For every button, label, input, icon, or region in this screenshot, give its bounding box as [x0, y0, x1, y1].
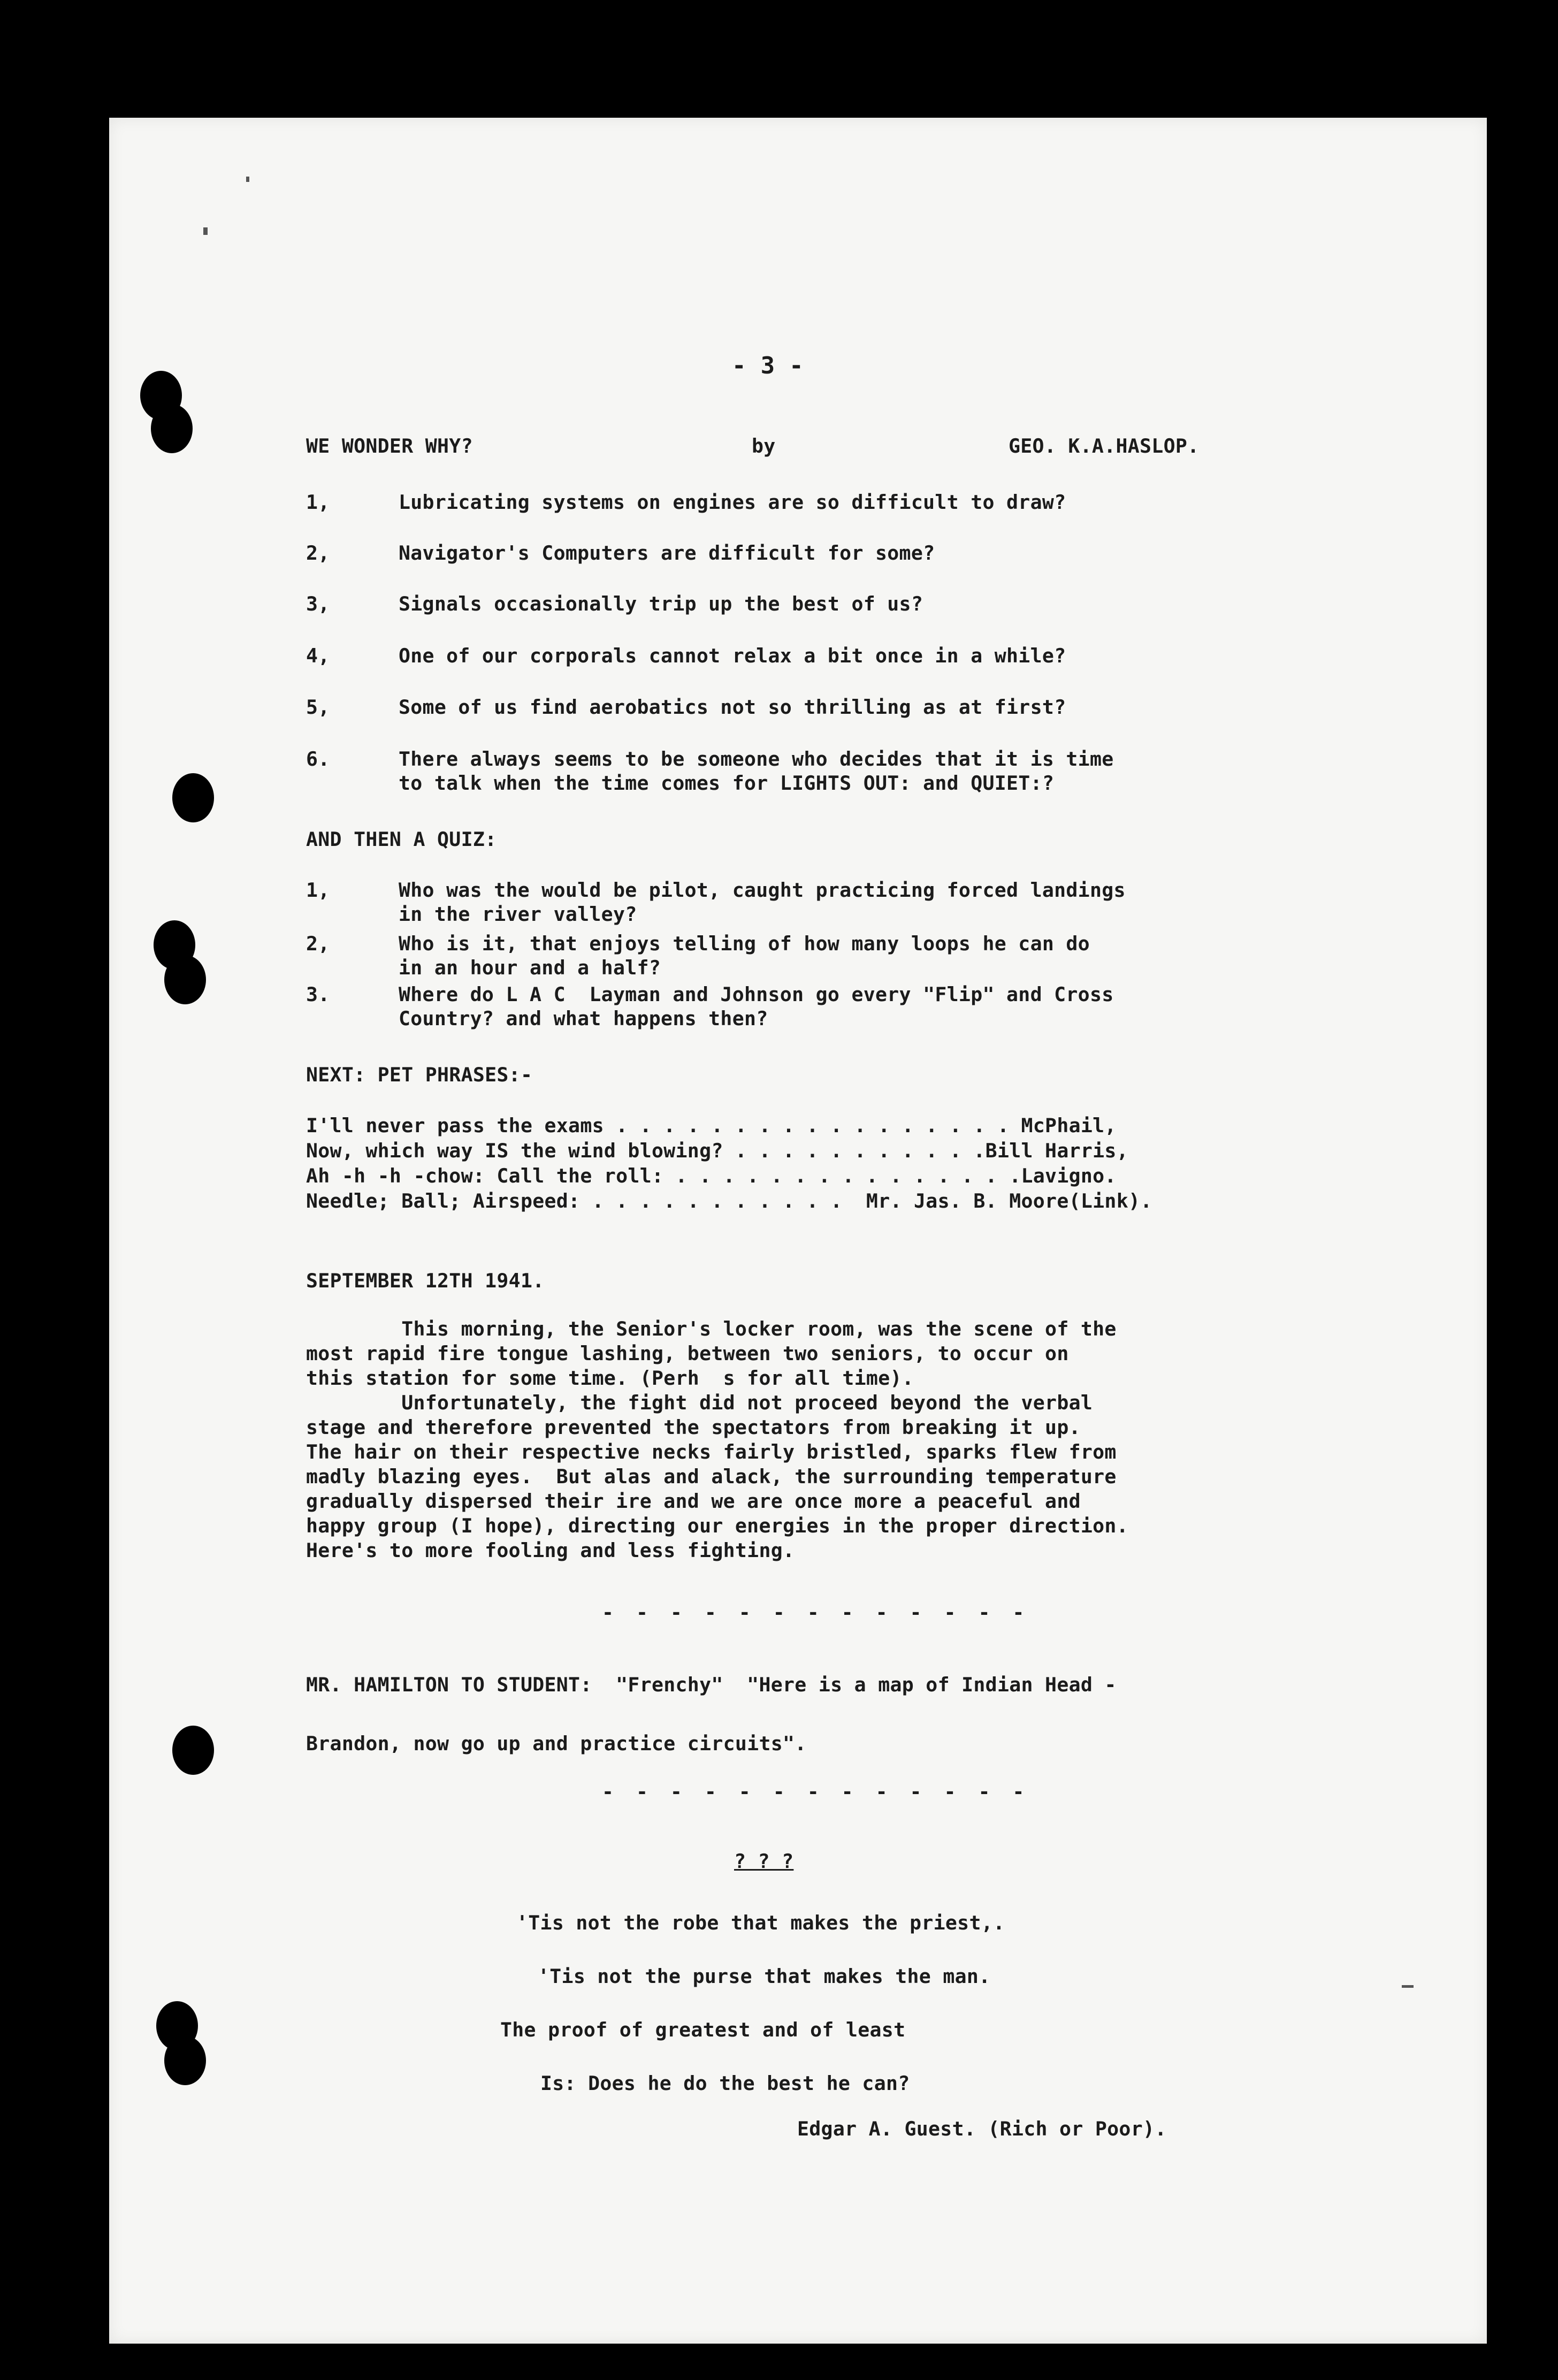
- list-item-number: 4,: [306, 644, 330, 667]
- phrase-line: Needle; Ball; Airspeed: . . . . . . . . . . . Mr. Jas. B. Moore(Link).: [306, 1189, 1152, 1212]
- byline-by: by: [752, 434, 776, 457]
- phrase-line: Now, which way IS the wind blowing? . . . . . . . . . . .Bill Harris,: [306, 1139, 1128, 1162]
- punch-hole: [172, 773, 214, 822]
- dust-speck: [246, 177, 249, 182]
- list-item-text: Where do L A C Layman and Johnson go every "Flip" and Cross: [399, 983, 1114, 1006]
- section-title-pet-phrases: NEXT: PET PHRASES:-: [306, 1063, 533, 1086]
- list-item-number: 5,: [306, 696, 330, 719]
- hamilton-line: Brandon, now go up and practice circuits".: [306, 1732, 807, 1755]
- list-item-text: Navigator's Computers are difficult for some?: [399, 541, 935, 565]
- list-item-number: 3.: [306, 983, 330, 1006]
- list-item-text: Who was the would be pilot, caught practicing forced landings: [399, 879, 1126, 902]
- dust-speck: [203, 227, 208, 235]
- punch-hole: [164, 2036, 206, 2085]
- hamilton-line: MR. HAMILTON TO STUDENT: "Frenchy" "Here is a map of Indian Head -: [306, 1673, 1117, 1696]
- paragraph-line: This morning, the Senior's locker room, was the scene of the: [306, 1317, 1117, 1340]
- paragraph-line: The hair on their respective necks fairly bristled, sparks flew from: [306, 1440, 1117, 1463]
- punch-hole: [151, 404, 193, 453]
- list-item-number: 2,: [306, 932, 330, 955]
- list-item-number: 2,: [306, 541, 330, 565]
- list-item-text: in an hour and a half?: [399, 956, 661, 979]
- paragraph-line: this station for some time. (Perh s for all time).: [306, 1367, 914, 1390]
- punch-hole: [172, 1726, 214, 1775]
- poem-heading: ? ? ?: [734, 1850, 794, 1873]
- list-item-text: in the river valley?: [399, 903, 637, 926]
- phrase-line: Ah -h -h -chow: Call the roll: . . . . . . . . . . . . . . .Lavigno.: [306, 1164, 1117, 1187]
- poem-attribution: Edgar A. Guest. (Rich or Poor).: [797, 2117, 1167, 2140]
- list-item-number: 1,: [306, 879, 330, 902]
- dash-separator: - - - - - - - - - - - - -: [602, 1601, 1030, 1624]
- list-item-text: Signals occasionally trip up the best of us?: [399, 592, 923, 615]
- list-item-number: 1,: [306, 491, 330, 514]
- paragraph-line: Here's to more fooling and less fighting.: [306, 1539, 795, 1562]
- list-item-text: to talk when the time comes for LIGHTS OUT: and QUIET:?: [399, 772, 1055, 795]
- paragraph-line: gradually dispersed their ire and we are once more a peaceful and: [306, 1490, 1081, 1513]
- poem-line: The proof of greatest and of least: [500, 2018, 906, 2041]
- list-item-text: Lubricating systems on engines are so difficult to draw?: [399, 491, 1066, 514]
- phrase-line: I'll never pass the exams . . . . . . . . . . . . . . . . . McPhail,: [306, 1114, 1117, 1137]
- list-item-text: There always seems to be someone who decides that it is time: [399, 747, 1114, 771]
- poem-line: 'Tis not the purse that makes the man.: [538, 1965, 991, 1988]
- section-title-we-wonder-why: WE WONDER WHY?: [306, 434, 473, 457]
- byline-author: GEO. K.A.HASLOP.: [1009, 434, 1200, 457]
- page-number: - 3 -: [732, 352, 804, 379]
- paragraph-line: most rapid fire tongue lashing, between two seniors, to occur on: [306, 1342, 1069, 1365]
- list-item-number: 6.: [306, 747, 330, 771]
- list-item-text: Country? and what happens then?: [399, 1007, 768, 1030]
- list-item-text: Some of us find aerobatics not so thrilling as at first?: [399, 696, 1066, 719]
- punch-hole: [164, 955, 206, 1004]
- poem-line: Is: Does he do the best he can?: [540, 2072, 910, 2095]
- paragraph-line: Unfortunately, the fight did not proceed beyond the verbal: [306, 1391, 1093, 1414]
- dust-speck: [1402, 1985, 1414, 1988]
- paragraph-line: happy group (I hope), directing our energies in the proper direction.: [306, 1514, 1128, 1537]
- paragraph-line: madly blazing eyes. But alas and alack, the surrounding temperature: [306, 1465, 1117, 1488]
- section-title-quiz: AND THEN A QUIZ:: [306, 828, 497, 851]
- list-item-text: Who is it, that enjoys telling of how many loops he can do: [399, 932, 1090, 955]
- list-item-number: 3,: [306, 592, 330, 615]
- poem-line: 'Tis not the robe that makes the priest,.: [516, 1911, 1005, 1934]
- paragraph-line: stage and therefore prevented the spectators from breaking it up.: [306, 1416, 1081, 1439]
- section-title-september: SEPTEMBER 12TH 1941.: [306, 1269, 545, 1292]
- dash-separator: - - - - - - - - - - - - -: [602, 1780, 1030, 1803]
- list-item-text: One of our corporals cannot relax a bit once in a while?: [399, 644, 1066, 667]
